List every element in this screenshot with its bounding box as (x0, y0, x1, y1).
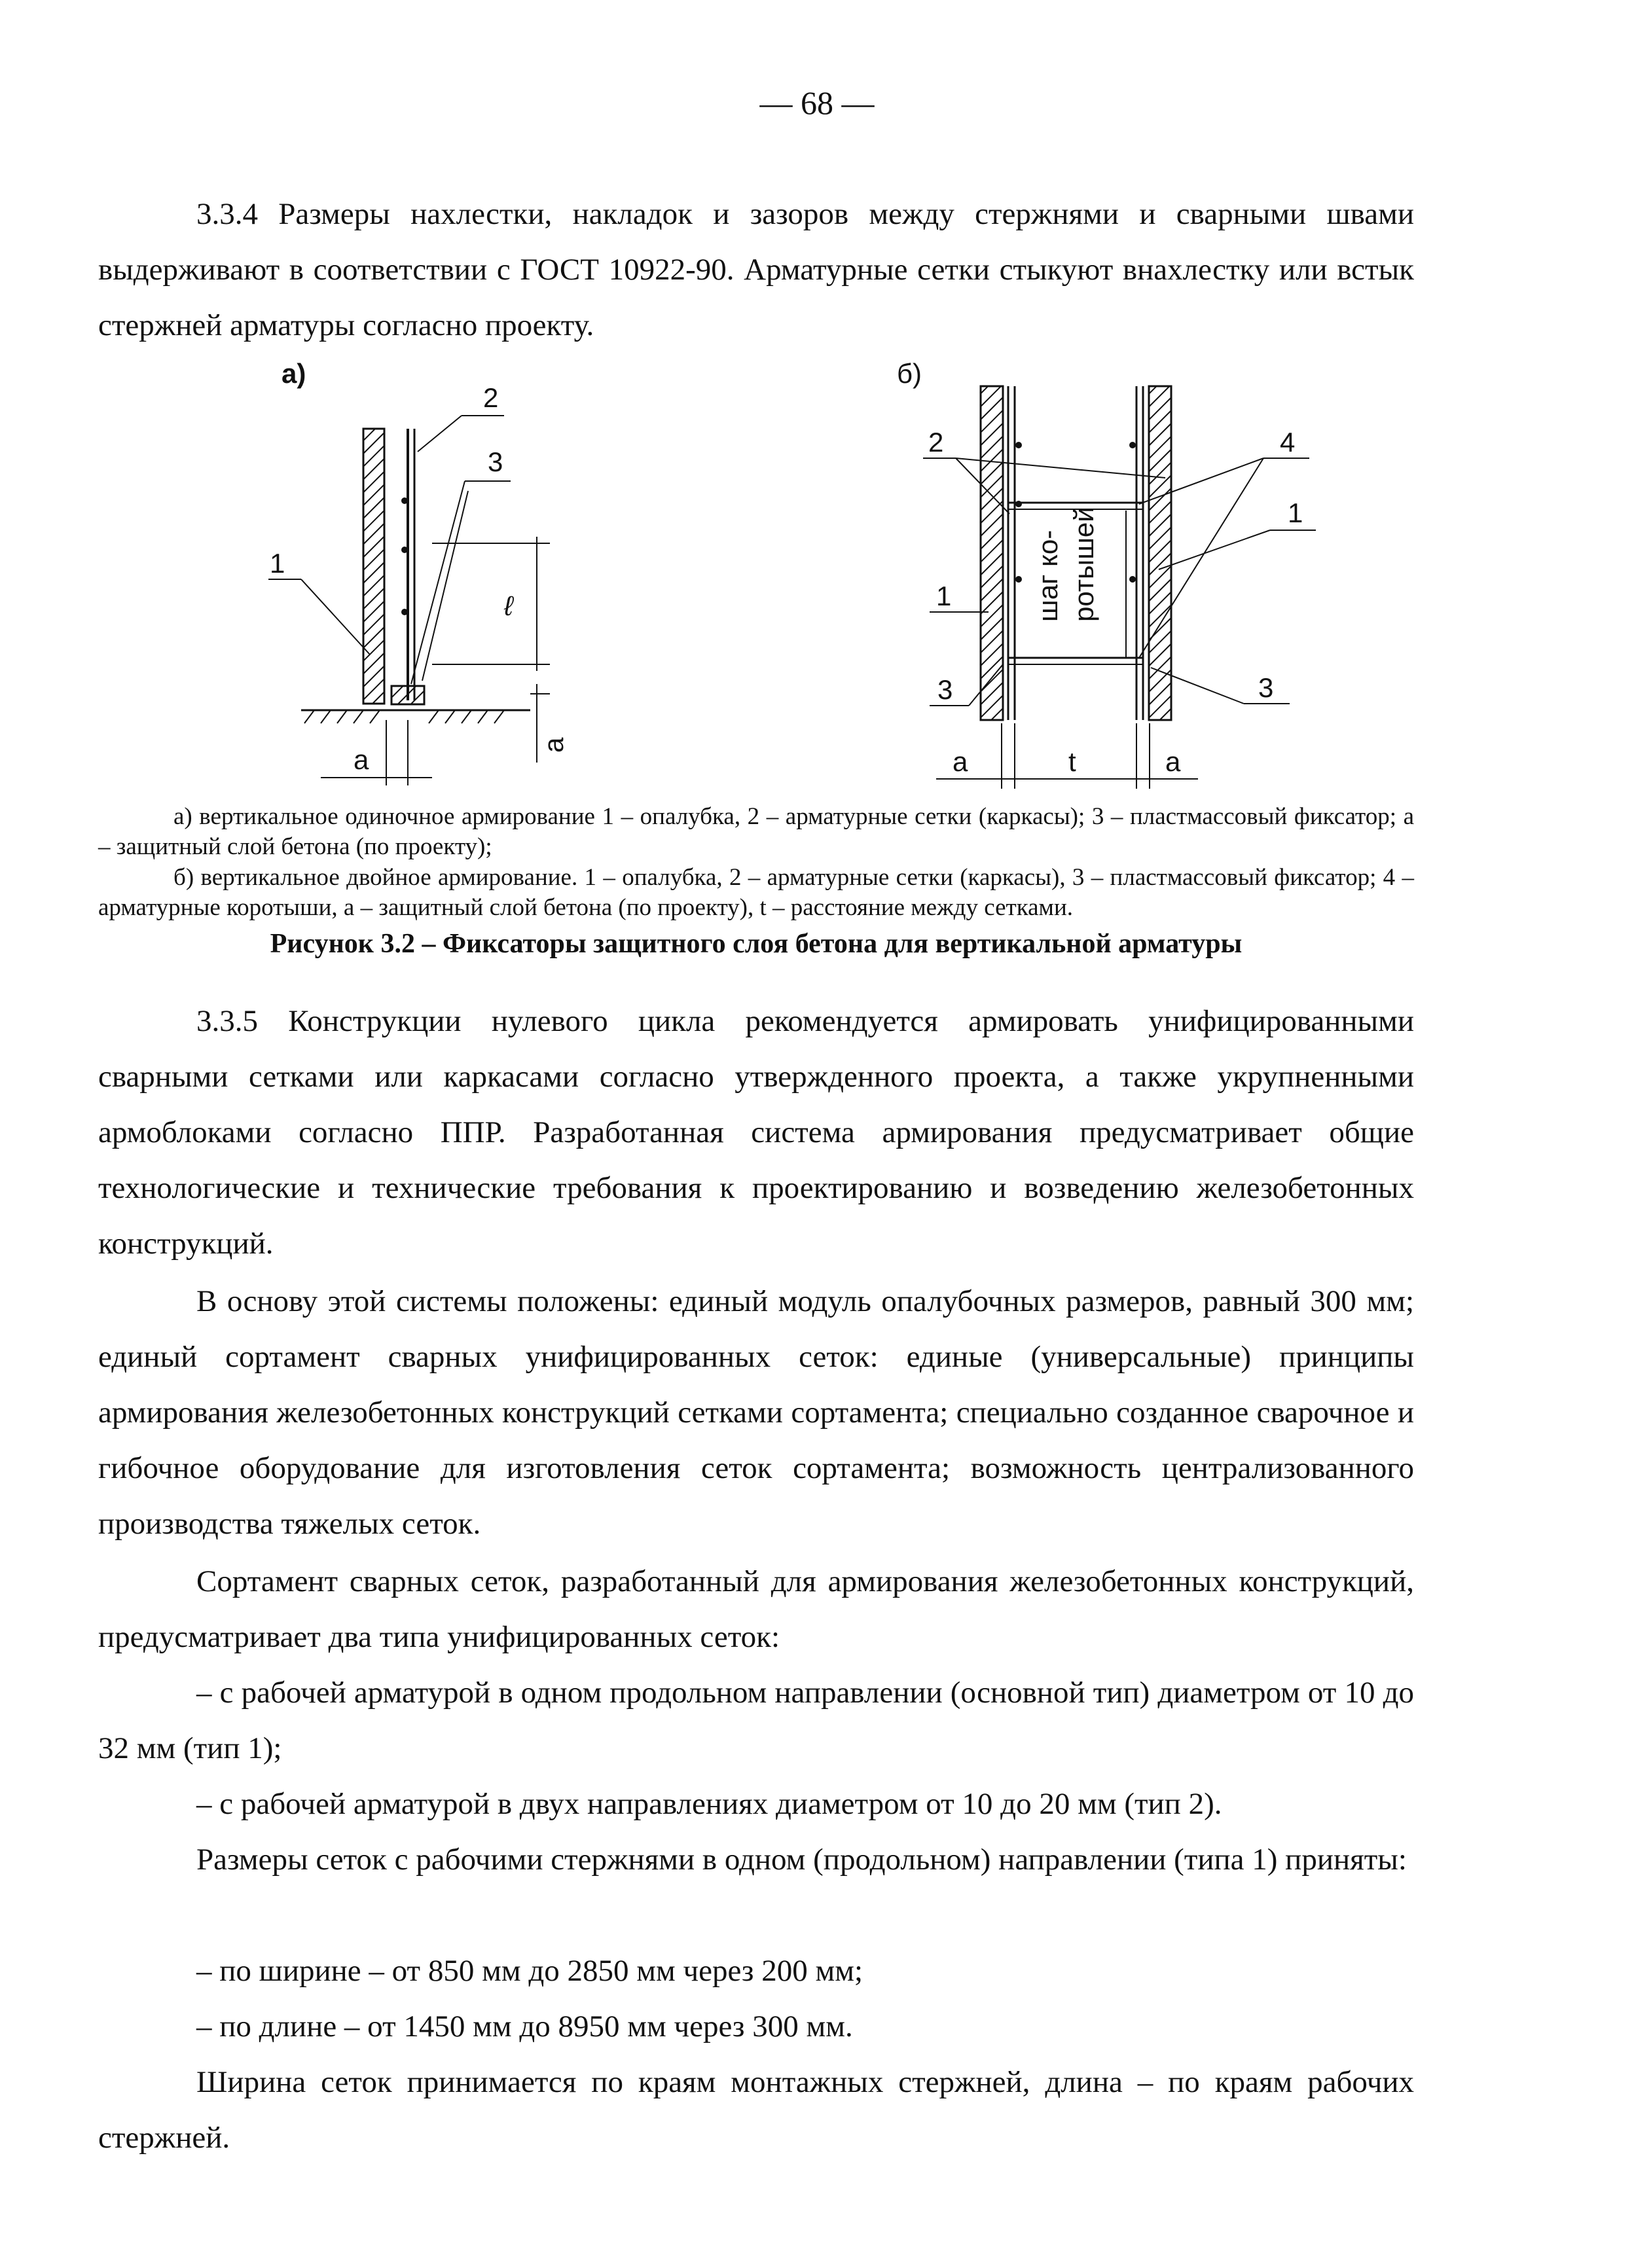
callout-b-2: 2 (928, 427, 944, 458)
list-item-length: – по длине – от 1450 мм до 8950 мм через 300 мм. (196, 2009, 853, 2043)
caption-a: а) вертикальное одиночное армирование 1 – опалубка, 2 – арматурные сетки (каркасы); 3 – пластмассовый фиксатор; а – защитный слой бетона (по проекту); (98, 803, 1414, 860)
figure-3-2 (242, 353, 1499, 799)
callout-a-1: 1 (270, 548, 285, 579)
formwork-a (363, 429, 384, 704)
paragraph-width: Ширина сеток принимается по краям монтажных стержней, длина – по краям рабочих стержней. (98, 2065, 1414, 2155)
paragraph-3-3-5: 3.3.5 Конструкции нулевого цикла рекомендуется армировать унифицированными сварными сетками или каркасами согласно утвержденного проекта, а также укрупненными армоблоками согласно ППР. Разработанная система армирования предусматривает общие технологические и технические требования к проектированию и возведению железобетонных конструкций. (98, 1004, 1414, 1261)
page-number: — 68 — (759, 84, 875, 121)
callout-b-1-left: 1 (936, 581, 952, 611)
dim-a-horizontal: a (354, 744, 369, 775)
callout-a-2: 2 (483, 382, 499, 413)
callout-b-1-right: 1 (1288, 497, 1303, 528)
list-item-type2: – с рабочей арматурой в двух направлениях диаметром от 10 до 20 мм (тип 2). (196, 1787, 1222, 1821)
callout-b-4: 4 (1280, 427, 1296, 458)
paragraph-basis: В основу этой системы положены: единый модуль опалубочных размеров, равный 300 мм; единый сортамент сварных унифицированных сеток: единые (универсальные) принципы армирования железобетонных конструкций сетками сортамента; специально созданное сварочное и гибочное оборудование для изготовления сеток сортамента; возможность централизованного производства тяжелых сеток. (98, 1284, 1414, 1541)
label-a: а) (281, 358, 306, 389)
figure-drawing (242, 353, 1499, 799)
label-b: б) (897, 358, 922, 389)
formwork-b-right (1149, 386, 1171, 720)
dim-a-vertical: a (538, 737, 569, 753)
paragraph-sizes: Размеры сеток с рабочими стержнями в одном (продольном) направлении (типа 1) приняты: (196, 1843, 1407, 1877)
dim-b-a-right: a (1165, 746, 1181, 777)
list-item-type1: – с рабочей арматурой в одном продольном направлении (основной тип) диаметром от 10 до 32 мм (тип 1); (98, 1676, 1414, 1765)
caption-b: б) вертикальное двойное армирование. 1 – опалубка, 2 – арматурные сетки (каркасы), 3 – пластмассовый фиксатор; 4 – арматурные коротыши, а – защитный слой бетона (по проекту), t – расстояние между сетками. (98, 864, 1414, 921)
paragraph-assortment: Сортамент сварных сеток, разработанный для армирования железобетонных конструкций, предусматривает два типа унифицированных сеток: (98, 1564, 1414, 1654)
fixator-a (391, 686, 424, 704)
dim-length-a: ℓ (504, 590, 513, 621)
callout-a-3: 3 (488, 446, 503, 477)
formwork-b-left (981, 386, 1003, 720)
dim-b-t: t (1068, 746, 1076, 777)
figure-title: Рисунок 3.2 – Фиксаторы защитного слоя бетона для вертикальной арматуры (270, 929, 1243, 959)
callout-b-3-left: 3 (937, 674, 953, 705)
callout-b-3-right: 3 (1258, 672, 1274, 703)
list-item-width: – по ширине – от 850 мм до 2850 мм через 200 мм; (196, 1954, 863, 1988)
step-text-2: ротышей (1068, 507, 1099, 622)
paragraph-3-3-4: 3.3.4 Размеры нахлестки, накладок и зазоров между стержнями и сварными швами выдерживают в соответствии с ГОСТ 10922-90. Арматурные сетки стыкуют внахлестку или встык стержней арматуры согласно проекту. (98, 197, 1414, 342)
dim-b-a-left: a (953, 746, 968, 777)
step-text-1: шаг ко- (1032, 530, 1063, 622)
